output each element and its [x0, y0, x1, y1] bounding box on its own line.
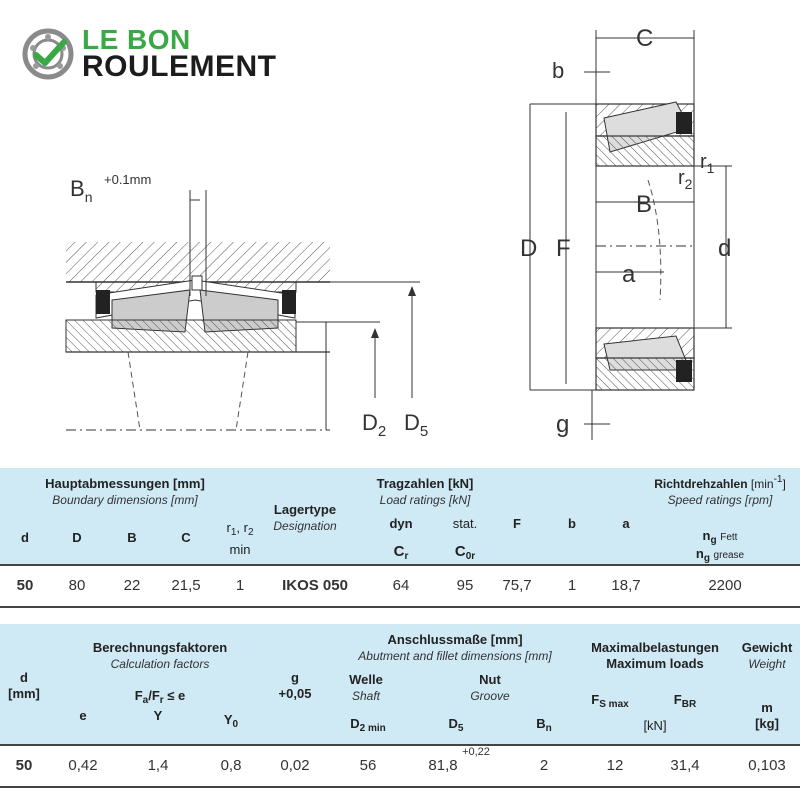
table2-header: [0, 624, 800, 744]
col-Fs: $F_{S max}$: [591, 692, 629, 710]
weight-title: Gewicht: [741, 640, 793, 655]
calc-subtitle: Calculation factors: [110, 657, 210, 671]
cell-e: 0,42: [68, 757, 98, 774]
col-D: D: [72, 530, 82, 545]
col-Y: Y: [153, 708, 163, 723]
cell-type: IKOS 050: [282, 577, 348, 594]
load-title: Tragzahlen [kN]: [376, 476, 474, 491]
abut-title: Anschlussmaße [mm]: [387, 632, 523, 647]
col-b: b: [568, 516, 576, 531]
installation-view: [66, 190, 420, 430]
label-a: a: [622, 261, 636, 288]
cell-Bn: 2: [539, 757, 549, 774]
label-bn-tolerance: +0.1mm: [104, 172, 152, 187]
main-dims-subtitle: Boundary dimensions [mm]: [52, 493, 198, 507]
bearing-data-table-1: [0, 468, 800, 608]
col-d: d: [21, 530, 29, 545]
cell-b: 1: [567, 577, 577, 594]
maxload-unit: [kN]: [643, 718, 667, 733]
cell-a: 18,7: [611, 577, 641, 594]
cell-F: 75,7: [502, 577, 532, 594]
col-d2-unit: [mm]: [8, 686, 40, 701]
logo-line-2: ROULEMENT: [82, 50, 277, 83]
ng-fett: $n_g$ Fett: [702, 528, 738, 546]
main-dims-title: Hauptabmessungen [mm]: [45, 476, 205, 491]
cell-B: 22: [123, 577, 141, 594]
label-d5: $D_5$: [404, 410, 429, 440]
cell-d: 50: [16, 577, 34, 594]
label-r1: $r_1$: [700, 151, 715, 176]
cell-cr: 64: [392, 577, 410, 594]
col-e: e: [79, 708, 87, 723]
label-d2: $D_2$: [362, 410, 387, 440]
label-g: g: [556, 411, 570, 438]
cell-c0r: 95: [456, 577, 474, 594]
cell-D5-tolerance: +0,22: [462, 746, 490, 758]
table1-header: [0, 468, 800, 564]
weight-subtitle: Weight: [748, 657, 786, 671]
cell-g: 0,02: [280, 757, 310, 774]
col-D5: $D_5$: [448, 716, 464, 734]
label-b-small: b: [552, 58, 565, 83]
logo-line-1: LE BON: [82, 24, 191, 55]
cell2-d: 50: [15, 757, 33, 774]
ng-grease: $n_g$ grease: [695, 546, 745, 564]
speed-title: Richtdrehzahlen $[\min^{-1}]$: [654, 474, 786, 491]
cell-Fs: 12: [606, 757, 624, 774]
cell-D5: 81,8: [428, 757, 458, 774]
label-d-inner: d: [718, 235, 732, 262]
cell-speed: 2200: [708, 577, 742, 594]
maxload-title-en: Maximum loads: [606, 656, 704, 671]
type-subtitle: Designation: [273, 519, 337, 533]
cell-r: 1: [235, 577, 245, 594]
col-C: C: [181, 530, 191, 545]
fa-fr-label: $F_a/F_r \le e$: [134, 688, 186, 706]
cell-D: 80: [68, 577, 86, 594]
col-m-unit: [kg]: [755, 716, 779, 731]
stat-label: stat.: [452, 516, 478, 531]
shaft-title: Welle: [349, 672, 383, 687]
col-g: g: [291, 670, 299, 685]
type-title: Lagertype: [273, 502, 337, 517]
col-B: B: [127, 530, 137, 545]
dyn-label: dyn: [389, 516, 413, 531]
bearing-data-table-2: [0, 624, 800, 794]
label-f: F: [556, 235, 571, 262]
table2-row: [0, 744, 800, 788]
col-Y0: $Y_0$: [223, 712, 239, 730]
label-bn: $B_n$: [70, 176, 93, 205]
col-Fbr: $F_{BR}$: [673, 692, 697, 710]
table1-row: [0, 564, 800, 608]
label-c: C: [636, 25, 654, 52]
col-r12: $r_1$, $r_2$: [226, 520, 254, 538]
col-F: F: [513, 516, 521, 531]
col-d2: d: [20, 670, 28, 685]
label-b-width: B: [636, 191, 653, 218]
cr-label: $C_r$: [393, 543, 409, 562]
col-a: a: [622, 516, 630, 531]
col-Bn: $B_n$: [536, 716, 552, 734]
col-D2: $D_{2 min}$: [350, 716, 386, 734]
groove-title: Nut: [479, 672, 501, 687]
cell-C: 21,5: [171, 577, 201, 594]
col-r12-min: min: [229, 542, 251, 557]
speed-subtitle: Speed ratings [rpm]: [667, 493, 773, 507]
label-d-outer: D: [520, 235, 538, 262]
cell-Y0: 0,8: [220, 757, 242, 774]
label-r2: $r_2$: [678, 167, 693, 192]
load-subtitle: Load ratings [kN]: [379, 493, 471, 507]
groove-subtitle: Groove: [470, 689, 510, 703]
shaft-subtitle: Shaft: [351, 689, 381, 703]
cell-D2: 56: [359, 757, 377, 774]
c0r-label: $C_{0r}$: [454, 543, 476, 562]
col-m: m: [761, 700, 773, 715]
cell-m: 0,103: [748, 757, 786, 774]
calc-title: Berechnungsfaktoren: [92, 640, 228, 655]
cell-Y: 1,4: [147, 757, 169, 774]
abut-subtitle: Abutment and fillet dimensions [mm]: [358, 649, 552, 663]
cell-Fbr: 31,4: [670, 757, 700, 774]
maxload-title-de: Maximalbelastungen: [591, 640, 719, 655]
col-g-tolerance: +0,05: [278, 686, 312, 701]
